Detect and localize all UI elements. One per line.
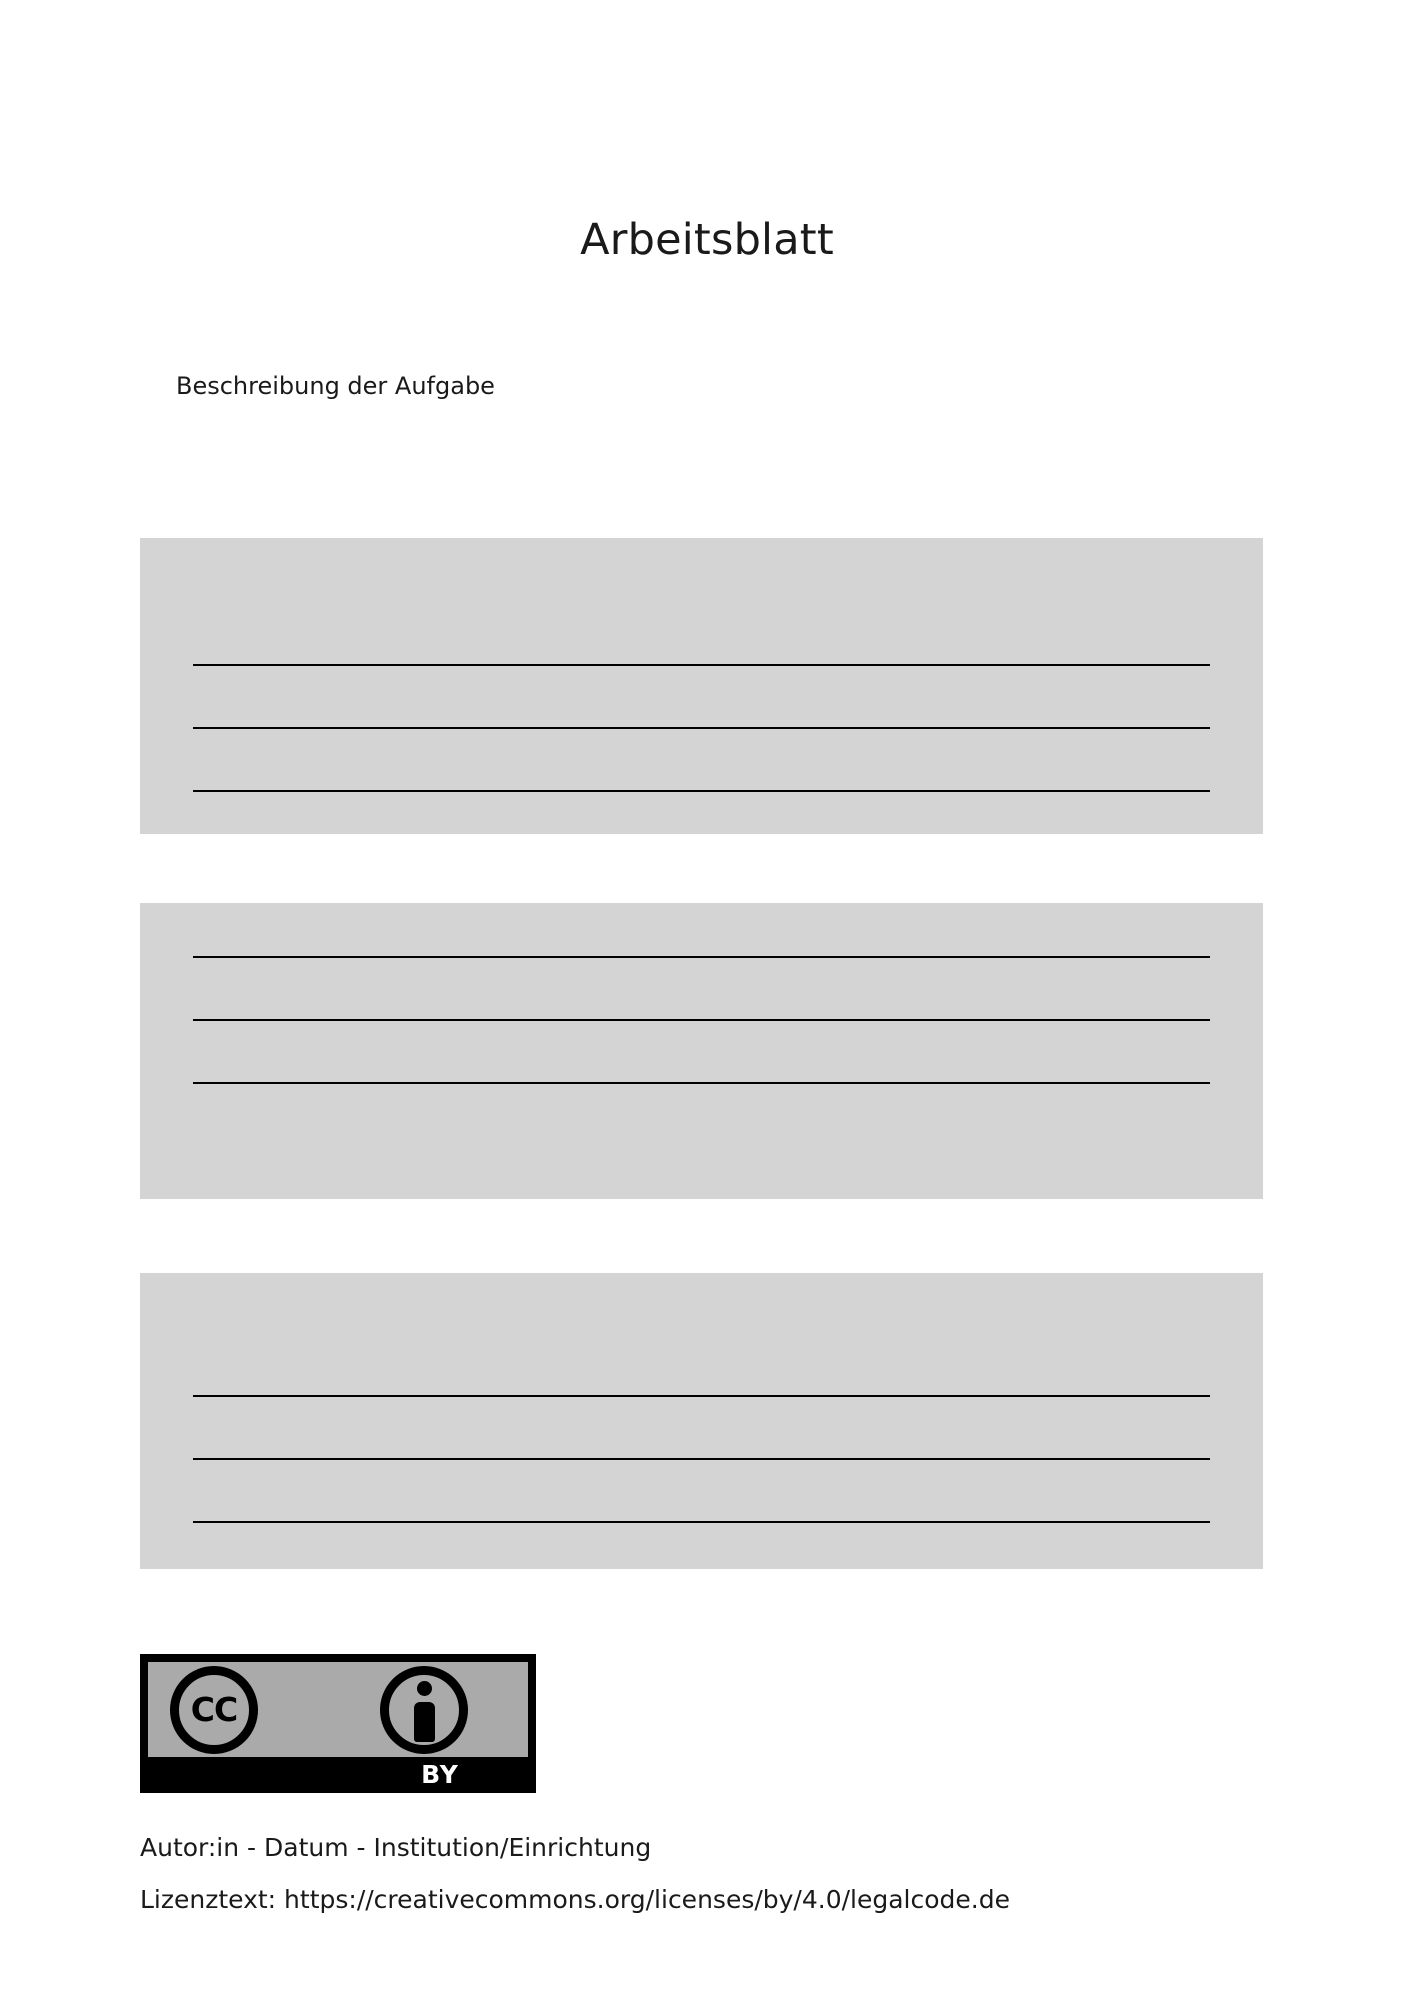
writing-line (193, 1395, 1210, 1397)
answer-block-1[interactable] (140, 538, 1263, 834)
writing-line (193, 1521, 1210, 1523)
footer-license: Lizenztext: https://creativecommons.org/licenses/by/4.0/legalcode.de (140, 1885, 1010, 1914)
person-icon-head (417, 1681, 432, 1696)
writing-line (193, 664, 1210, 666)
answer-block-3[interactable] (140, 1273, 1263, 1569)
writing-line (193, 790, 1210, 792)
task-description: Beschreibung der Aufgabe (176, 372, 495, 400)
by-label: BY (421, 1760, 459, 1789)
cc-icon-label: CC (190, 1690, 238, 1729)
writing-line (193, 1082, 1210, 1084)
footer-authors: Autor:in - Datum - Institution/Einrichtung (140, 1833, 652, 1862)
page-title: Arbeitsblatt (580, 215, 834, 265)
writing-line (193, 956, 1210, 958)
creative-commons-badge[interactable] (140, 1654, 536, 1793)
answer-block-2[interactable] (140, 903, 1263, 1199)
writing-line (193, 1458, 1210, 1460)
writing-line (193, 727, 1210, 729)
writing-line (193, 1019, 1210, 1021)
person-icon-body (414, 1702, 435, 1742)
